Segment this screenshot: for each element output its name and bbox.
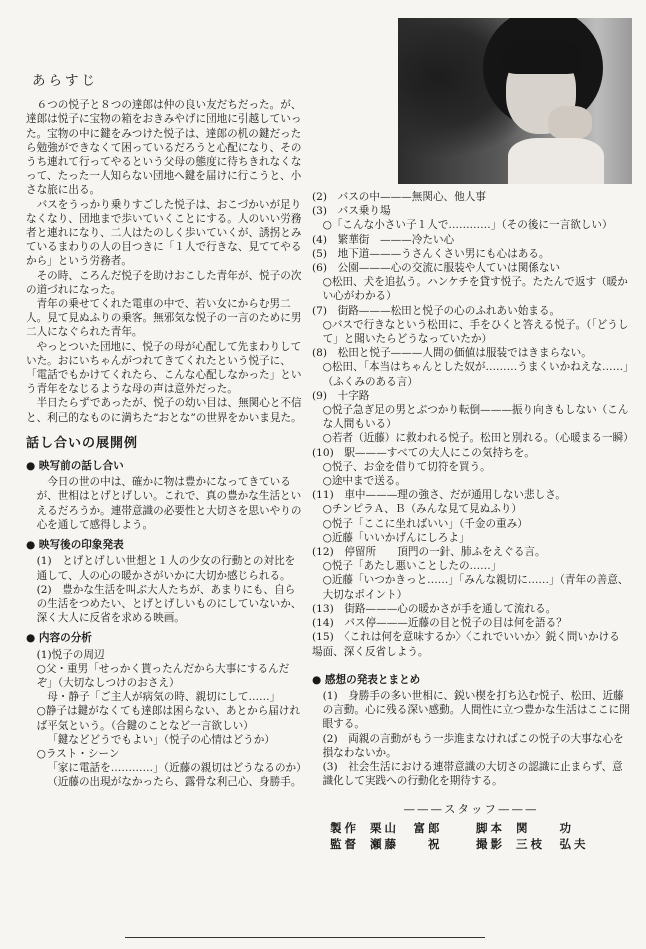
staff-title: ———スタッフ——— bbox=[403, 802, 539, 817]
conclusion-title: ● 感想の発表とまとめ bbox=[312, 673, 421, 686]
staff-row bbox=[330, 821, 630, 835]
summary-paragraph: 青年の乗せてくれた電車の中で、若い女にからむ男二人。見て見ぬふりの乗客。無邪気な悦子の一言のために男二人になぐられた青年。 bbox=[26, 298, 302, 339]
bottom-divider bbox=[125, 937, 485, 938]
scene-line: ○若者（近藤）に救われる悦子。松田と別れる。（心暖まる一瞬） bbox=[322, 432, 634, 445]
scene-line: (14) バス停———近藤の目と悦子の目は何を語る？ bbox=[312, 617, 567, 630]
analysis-line: 「鍵などどうでもよい」（悦子の心情はどうか） bbox=[47, 733, 275, 746]
film-still-photo bbox=[398, 18, 632, 184]
analysis-line: ○父・重男「せっかく貰ったんだから大事にするんだぞ」（大切なしつけのおさえ） bbox=[36, 662, 290, 689]
scene-line: (3) バス乗り場 bbox=[312, 205, 391, 218]
after-screening-title: ● 映写後の印象発表 bbox=[26, 539, 124, 552]
staff-person: 関 功 bbox=[516, 820, 574, 835]
scene-line: (7) 街路———松田と悦子の心のふれあい始まる。 bbox=[312, 304, 561, 317]
scene-line: (8) 松田と悦子———人間の価値は服装ではきまらない。 bbox=[312, 347, 592, 360]
scene-line: ○悦子急ぎ足の男とぶつかり転倒———振り向きもしない（こんな人間もいる） bbox=[322, 404, 629, 431]
scene-line: (13) 街路———心の暖かさが手を通して流れる。 bbox=[312, 602, 557, 615]
analysis-line: ○ラスト・シーン bbox=[36, 747, 120, 760]
summary-paragraph: バスをうっかり乗りすごした悦子は、おこづかいが足りなくなり、団地まで歩いていくことにする。人のいい労務者と連れになり、二人はたのしく歩いていくが、誘拐とみているまわりの人の目つきに「１人で行きな、見ててやるから」という労務者。 bbox=[26, 198, 302, 268]
conclusion-item: (3) 社会生活における連帯意識の大切さの認識に止まらず、意識化して実践への行動化を期待する。 bbox=[322, 760, 623, 788]
staff-role: 製作 bbox=[330, 820, 359, 835]
scene-line: ○途中まで送る。 bbox=[322, 475, 406, 488]
staff-person: 栗山 富郎 bbox=[370, 820, 443, 835]
summary-paragraph: やっとついた団地に、悦子の母が心配して先まわりしていた。おにいちゃんがつれてきてくれたという悦子に、「電話でもかけてくれたら、こんな心配しなかった」という青年をなじるような母の声は意外だった。 bbox=[26, 340, 302, 396]
right-column bbox=[312, 190, 634, 853]
scene-line: ○松田、犬を追払う。ハンケチを貸す悦子。たたんで返す（暖かい心がわかる） bbox=[322, 276, 628, 303]
conclusion-item: (1) 身勝手の多い世相に、鋭い楔を打ち込む悦子、松田、近藤の言動。心に残る深い感動。人間性に立つ豊かな生活はここに開眼する。 bbox=[322, 689, 630, 731]
scene-line: ○悦子「ここに坐ればいい」（千金の重み） bbox=[322, 517, 528, 530]
scene-line: (12) 停留所 頂門の一針、肺ふをえぐる言。 bbox=[312, 546, 546, 559]
scene-line: (11) 車中———理の強さ、だが通用しない悲しさ。 bbox=[312, 489, 566, 502]
scene-line: ○「こんな小さい子１人で…………」（その後に一言欲しい） bbox=[322, 219, 613, 232]
analysis-line: (1)悦子の周辺 bbox=[36, 648, 105, 661]
staff-role: 脚本 bbox=[476, 820, 505, 835]
scene-line: ○チンピラＡ、Ｂ（みんな見て見ぬふり） bbox=[322, 503, 522, 516]
scene-line: (6) 公園———心の交流に服装や人ていは関係ない bbox=[312, 262, 561, 275]
scene-line: ○近藤「いつかきっと……」「みんな親切に……」（青年の善意、大切なポイント） bbox=[322, 574, 629, 601]
scene-line: (15) 〈これは何を意味するか〉〈これでいいか〉鋭く問いかける場面、深く反省しよう。 bbox=[312, 631, 620, 658]
staff-row bbox=[330, 837, 630, 851]
before-screening-title: ● 映写前の話し合い bbox=[26, 460, 124, 473]
after-screening-item: (1) とげとげしい世想と１人の少女の行動との対比を通して、人の心の暖かさがいかに大切か感じられる。 bbox=[36, 555, 296, 582]
staff-person: 瀬藤 祝 bbox=[370, 836, 443, 851]
staff-role: 監督 bbox=[330, 836, 359, 851]
scene-line: (5) 地下道———うさんくさい男にも心はある。 bbox=[312, 247, 550, 260]
scene-line: (9) 十字路 bbox=[312, 389, 370, 402]
before-screening-text: 今日の世の中は、確かに物は豊かになってきているが、世相はとげとげしい。これで、真の豊かな生活といえるだろうか。連帯意識の必要性と大切さを思いやりの心を通して感得しよう。 bbox=[36, 476, 302, 531]
scene-line: ○近藤「いいかげんにしろよ」 bbox=[322, 531, 470, 544]
scene-line: ○悦子、お金を借りて切符を買う。 bbox=[322, 460, 491, 473]
scene-line: (4) 繁華街 ———冷たい心 bbox=[312, 233, 455, 246]
after-screening-item: (2) 豊かな生活を叫ぶ大人たちが、あまりにも、自らの生活をつめたい、とげとげしいものにしていないか、深く大人に反省を求める映画。 bbox=[36, 583, 302, 625]
discussion-heading: 話し合いの展開例 bbox=[26, 435, 139, 451]
conclusion-item: (2) 両親の言動がもう一歩進まなければこの悦子の大事な心を損なわないか。 bbox=[322, 732, 624, 759]
summary-paragraph: 半日たらずであったが、悦子の幼い目は、無関心と不信と、利己的なものに満ちた“おとな”の世界をかいま見た。 bbox=[26, 397, 302, 424]
summary-heading: あらすじ bbox=[32, 73, 98, 89]
analysis-line: 「家に電話を…………」（近藤の親切はどうなるのか）（近藤の出現がなかったら、露骨な利己心、身勝手。 bbox=[47, 762, 302, 789]
summary-paragraph: ６つの悦子と８つの達郎は仲の良い友だちだった。が、達郎は悦子に宝物の箱をおきみやげに団地に引越していった。宝物の中に鍵をみつけた悦子は、達郎の机の鍵だったら勉強ができなくて困っているだろうと心配になり、そのうち連れて行ってやるという父母の態度に待ちきれなくなって、たった一人知らない団地へ鍵を届けに行こうと、小さな旅に出る。 bbox=[26, 99, 302, 197]
staff-role: 撮影 bbox=[476, 836, 505, 851]
scene-line: (2) バスの中———無関心、他人事 bbox=[312, 191, 486, 203]
scene-line: ○バスで行きなという松田に、手をひくと答える悦子。（「どうして」と聞いたらどうなっていたか） bbox=[322, 318, 629, 346]
analysis-line: 母・静子「ご主人が病気の時、親切にして……」 bbox=[47, 691, 281, 704]
scene-line: (10) 駅———すべての大人にこの気持ちを。 bbox=[312, 446, 535, 459]
scene-line: ○悦子「あたし悪いことしたの……」 bbox=[322, 560, 502, 573]
summary-paragraph: その時、ころんだ悦子を助けおこした青年が、悦子の次の道づれになった。 bbox=[26, 269, 302, 296]
left-column bbox=[26, 74, 302, 790]
scene-line: ○松田、「本当はちゃんとした奴が………うまくいかねえな……」（ふくみのある言） bbox=[322, 361, 629, 388]
analysis-line: ○静子は鍵がなくても達郎は困らない、あとから届ければ平気という。（合鍵のことなど一言欲しい） bbox=[36, 705, 301, 732]
analysis-title: ● 内容の分析 bbox=[26, 632, 92, 645]
staff-person: 三枝 弘夫 bbox=[516, 836, 589, 851]
